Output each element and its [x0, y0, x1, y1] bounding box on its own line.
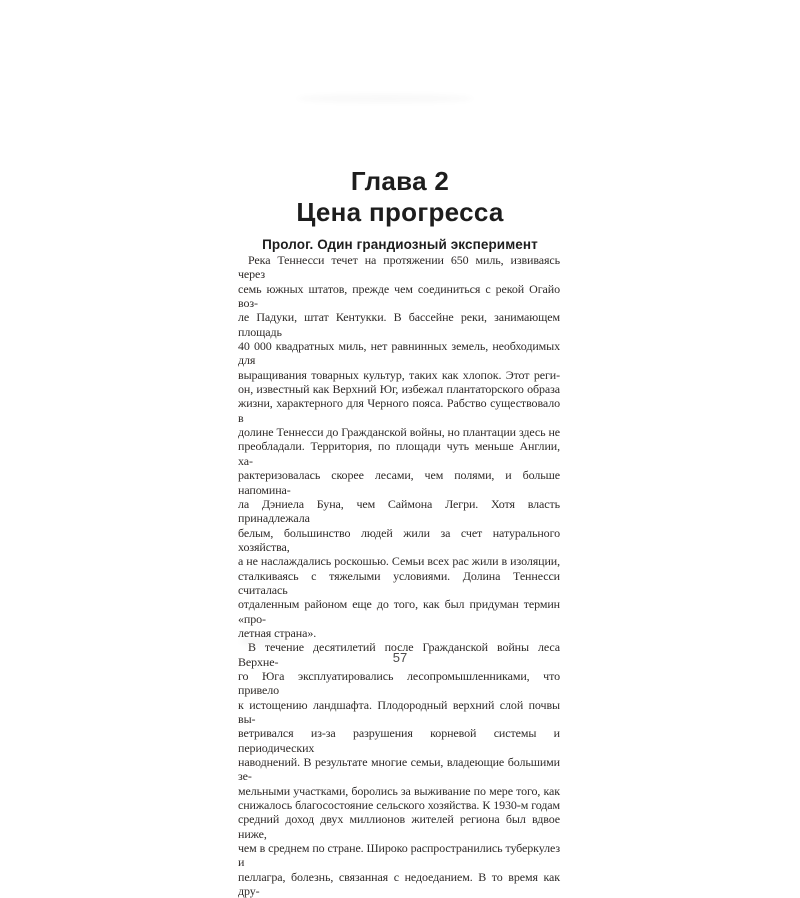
section-subtitle: Пролог. Один грандиозный эксперимент [262, 237, 538, 252]
text-line: 40 000 квадратных миль, нет равнинных земель, необходимых для [238, 339, 560, 368]
text-line: сталкиваясь с тяжелыми условиями. Долина Теннесси считалась [238, 568, 560, 597]
text-line: снижалось благосостояние сельского хозяйства. К 1930-м годам [238, 798, 560, 813]
text-line: средний доход двух миллионов жителей региона был вдвое ниже, [238, 812, 560, 841]
text-line: В течение десятилетий после Гражданской войны леса Верхне- [238, 640, 560, 669]
text-line: выращивания товарных культур, таких как хлопок. Этот реги- [238, 367, 560, 382]
text-line: летная страна». [238, 625, 317, 640]
text-line: белым, большинство людей жили за счет натурального хозяйства, [238, 525, 560, 554]
print-through-artifact-top [296, 94, 474, 103]
text-line: долине Теннесси до Гражданской войны, но плантации здесь не [238, 425, 560, 440]
text-line: отдаленным районом еще до того, как был придуман термин «про- [238, 597, 560, 626]
chapter-number-line: Глава 2 [350, 166, 450, 196]
text-line: семь южных штатов, прежде чем соединиться с рекой Огайо воз- [238, 281, 560, 311]
chapter-heading [0, 166, 800, 228]
body-text [238, 253, 560, 898]
text-line: пеллагра, болезнь, связанная с недоеданием. В то время как дру- [238, 869, 560, 898]
text-line: жизни, характерного для Черного пояса. Рабство существовало в [238, 396, 560, 425]
text-line: рактеризовалась скорее лесами, чем полями, и больше напомина- [238, 468, 560, 497]
text-line: го Юга эксплуатировались лесопромышленниками, что привело [238, 668, 560, 698]
text-line: к истощению ландшафта. Плодородный верхний слой почвы вы- [238, 697, 560, 726]
text-line: а не наслаждались роскошью. Семьи всех рас жили в изоляции, [238, 554, 560, 569]
chapter-title-line: Цена прогресса [296, 197, 504, 227]
text-line: мельными участками, боролись за выживание по мере того, как [238, 783, 560, 798]
text-line: чем в среднем по стране. Широко распространились туберкулез и [238, 841, 560, 870]
text-line: наводнений. В результате многие семьи, владеющие большими зе- [238, 755, 560, 784]
text-line: ветривался из-за разрушения корневой системы и периодических [238, 726, 560, 755]
text-line: ла Дэниела Буна, чем Саймона Легри. Хотя власть принадлежала [238, 496, 560, 526]
text-line: Река Теннесси течет на протяжении 650 миль, извиваясь через [238, 253, 560, 282]
text-line: преобладали. Территория, по площади чуть меньше Англии, ха- [238, 439, 560, 468]
page-number: 57 [392, 650, 408, 665]
text-line: он, известный как Верхний Юг, избежал плантаторского образа [238, 382, 560, 397]
text-line: ле Падуки, штат Кентукки. В бассейне реки, занимающем площадь [238, 310, 560, 339]
